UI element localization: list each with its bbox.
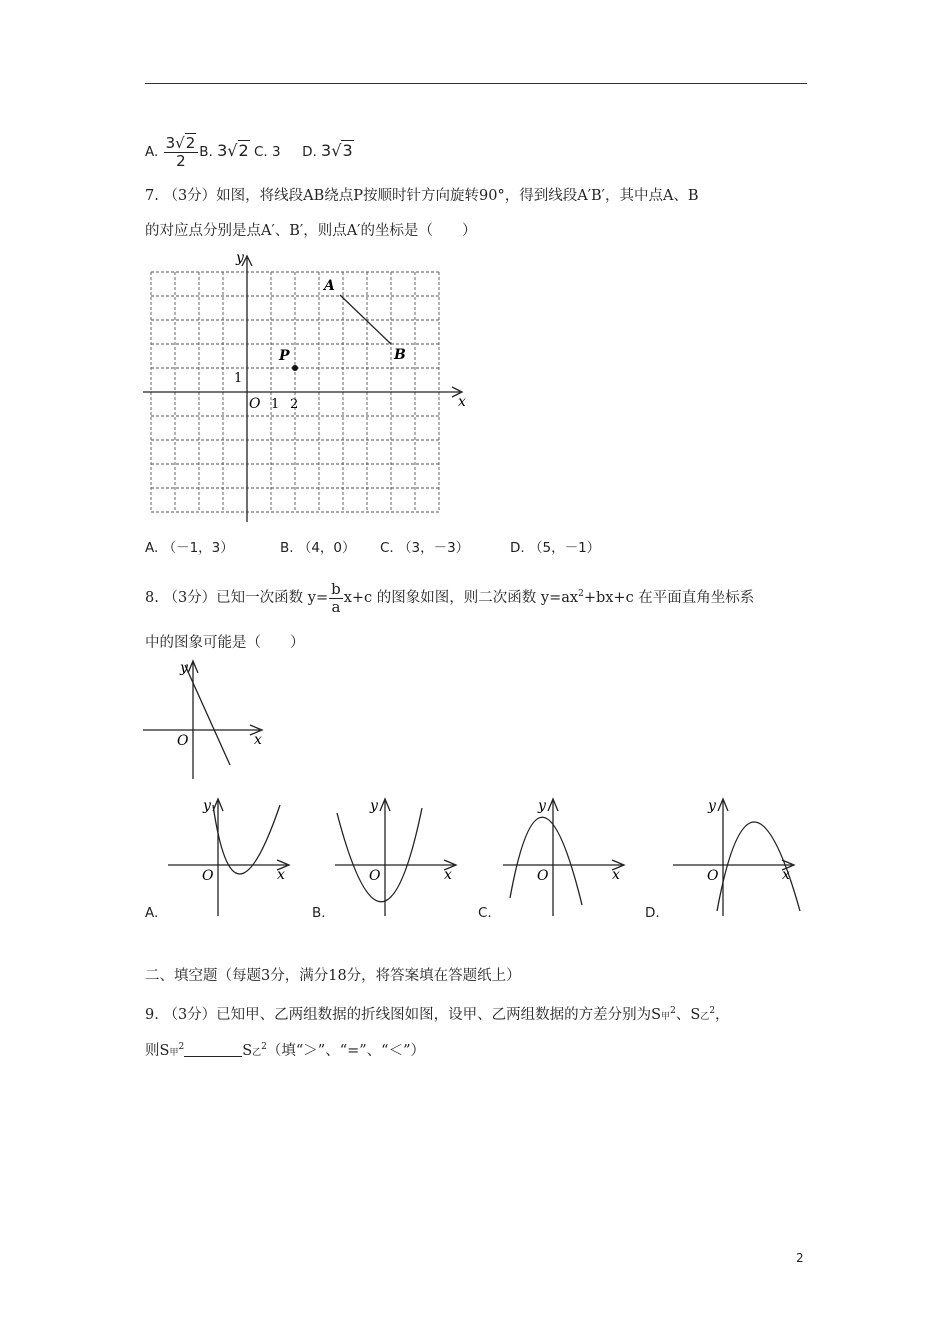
- q7-line2: 的对应点分别是点A′、B′，则点A′的坐标是（ ）: [145, 223, 477, 239]
- svg-text:O: O: [177, 733, 189, 749]
- label-a: A: [324, 278, 335, 294]
- linear-line: [185, 665, 230, 765]
- q6-option-b-label: B.: [199, 144, 213, 160]
- q6-option-d-label: D.: [302, 144, 317, 160]
- svg-text:y: y: [180, 660, 188, 676]
- q8-choice-c-graph: [500, 793, 635, 918]
- q8-fraction: $\frac{b}{a}$: [331, 579, 341, 616]
- section-2-heading: 二、填空题（每题3分，满分18分，将答案填在答题纸上）: [145, 968, 521, 984]
- tick-y-1: 1: [234, 371, 243, 386]
- x-axis-label: x: [458, 394, 466, 410]
- q6-option-a-label: A.: [145, 144, 159, 160]
- q9-line2: 则S甲$^2$ S乙$^2$（填“＞”、“=”、“＜”）: [145, 1042, 426, 1059]
- q8-line2: 中的图象可能是（ ）: [145, 635, 305, 651]
- segment-ab: [340, 295, 391, 344]
- svg-text:x: x: [254, 732, 262, 748]
- q8-line1: 8. （3分）已知一次函数 y= $\frac{b}{a}$ x+c 的图象如图，则二次函数 $y=ax^2+bx+c$ 在平面直角坐标系: [145, 579, 755, 616]
- q8-choice-a-label: A.: [145, 905, 159, 921]
- q8-choice-d-label: D.: [645, 905, 660, 921]
- q6-option-b-value: 3√2: [217, 141, 249, 160]
- q8-choice-b-graph: [332, 793, 467, 918]
- q7-line1: 7. （3分）如图，将线段AB绕点P按顺时针方向旋转90°，得到线段A′B′，其中点A、B: [145, 188, 699, 204]
- point-p: [292, 365, 298, 371]
- origin-label: O: [249, 396, 261, 412]
- q8-choice-a-graph: [165, 793, 300, 918]
- q6-options: [145, 132, 354, 171]
- svg-text:x: x: [444, 867, 452, 883]
- q8-choice-b-label: B.: [312, 905, 326, 921]
- svg-text:x: x: [612, 867, 620, 883]
- svg-text:O: O: [537, 868, 549, 884]
- q7-option-b: B. （4，0）: [280, 540, 356, 556]
- label-p: P: [279, 348, 290, 364]
- svg-text:O: O: [707, 868, 719, 884]
- svg-text:y: y: [538, 798, 546, 814]
- tick-x-2: 2: [290, 397, 299, 412]
- q6-option-d-value: 3√3: [321, 141, 353, 160]
- q6-option-a-fraction: $\frac{3√2}{2}$: [164, 136, 199, 169]
- svg-text:y: y: [708, 798, 716, 814]
- header-rule: [145, 83, 807, 84]
- y-axis-label: y: [236, 250, 244, 266]
- svg-text:x: x: [277, 867, 285, 883]
- label-b: B: [394, 347, 406, 363]
- svg-text:y: y: [370, 798, 378, 814]
- svg-text:x: x: [782, 867, 790, 883]
- q7-grid-figure: [140, 250, 480, 525]
- svg-text:y: y: [203, 798, 211, 814]
- q8-choice-c-label: C.: [478, 905, 492, 921]
- q9-line1: 9. （3分）已知甲、乙两组数据的折线图如图，设甲、乙两组数据的方差分别为S甲$^2$、S乙$^2$，: [145, 1006, 730, 1023]
- q6-option-c: C. 3: [253, 144, 281, 160]
- q7-option-c: C. （3，－3）: [380, 540, 470, 556]
- q8-choice-d-graph: [670, 793, 805, 918]
- q7-option-d: D. （5，－1）: [510, 540, 601, 556]
- page-number: 2: [796, 1251, 804, 1265]
- tick-x-1: 1: [271, 397, 280, 412]
- q8-linear-figure: [140, 655, 270, 785]
- q7-option-a: A. （－1，3）: [145, 540, 234, 556]
- svg-text:O: O: [369, 868, 381, 884]
- svg-text:O: O: [202, 868, 214, 884]
- q9-answer-blank[interactable]: [184, 1042, 242, 1057]
